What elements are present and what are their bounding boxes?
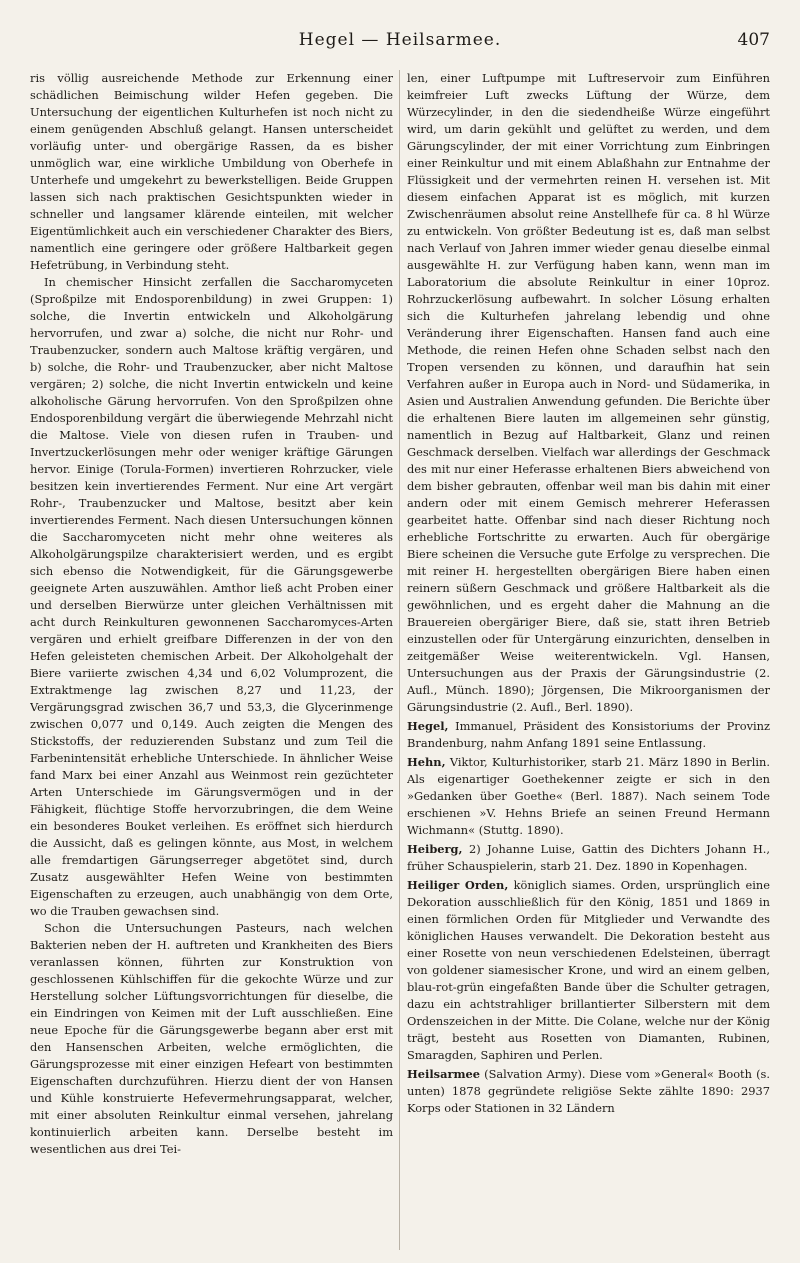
running-header [20, 30, 780, 54]
right-column [407, 70, 770, 1250]
entry-headword: Heiberg, [407, 842, 463, 856]
text-columns [30, 70, 770, 1250]
entry-text: königlich siames. Orden, ursprünglich eine Dekoration ausschließlich für den König, 1851 und 1869 in einen förmlichen Orden für Mitglieder und Verwandte des königlichen Hauses verwandelt. Die Dekoration besteht aus einer Rosette von neun verschiedenen Edelsteinen, überragt von goldener siamesischer Krone, und wird an einem gelben, blau-rot-grün eingefaßten Bande über die Schulter getragen, dazu ein achtstrahliger brillantierter Silberstern mit dem Ordenszeichen in der Mitte. Die Colane, welche nur der König trägt, besteht aus Rosetten von Diamanten, Rubinen, Smaragden, Saphiren und Perlen. [407, 878, 770, 1062]
entry-heiberg [407, 841, 770, 875]
entry-hegel [407, 718, 770, 752]
running-title: Hegel — Heilsarmee. [298, 30, 502, 50]
entry-hehn [407, 754, 770, 839]
entry-headword: Heiliger Orden, [407, 878, 509, 892]
paragraph: ris völlig ausreichende Methode zur Erkennung einer schädlichen Beimischung wilder Hefen gegeben. Die Untersuchung der eigentlichen Kulturhefen ist noch nicht zu einem genügenden Abschluß gelangt. Hansen unterscheidet vorläufig unter- und obergärige Rassen, da es bisher unmöglich war, eine wirkliche Umbildung von Oberhefe in Unterhefe und umgekehrt zu bewerkstelligen. Beide Gruppen lassen sich nach praktischen Gesichtspunkten wieder in schneller und langsamer klärende einteilen, mit welcher Eigentümlichkeit auch ein verschiedener Charakter des Biers, namentlich eine geringere oder größere Haltbarkeit gegen Hefetrübung, in Verbindung steht. [30, 71, 393, 272]
entry-headword: Heilsarmee [407, 1067, 481, 1081]
entry-text: 2) Johanne Luise, Gattin des Dichters Johann H., früher Schauspielerin, starb 21. Dez. 1890 in Kopenhagen. [407, 842, 770, 873]
entry-headword: Hegel, [407, 719, 449, 733]
paragraph: In chemischer Hinsicht zerfallen die Saccharomyceten (Sproßpilze mit Endosporenbildung) in zwei Gruppen: 1) solche, die Invertin entwickeln und Alkoholgärung hervorrufen, und zwar a) solche, die nicht nur Rohr- und Traubenzucker, sondern auch Maltose kräftig vergären, und b) solche, die Rohr- und Traubenzucker, aber nicht Maltose vergären; 2) solche, die nicht Invertin entwickeln und keine alkoholische Gärung hervorrufen. Von den Sproßpilzen ohne Endosporenbildung vergärt die überwiegende Mehrzahl nicht die Maltose. Viele von diesen rufen in Trauben- und Invertzuckerlösungen mehr oder weniger kräftige Gärungen hervor. Einige (Torula-Formen) invertieren Rohrzucker, viele besitzen kein invertierendes Ferment. Nur eine Art vergärt Rohr-, Traubenzucker und Maltose, besitzt aber kein invertierendes Ferment. Nach diesen Untersuchungen können die Saccharomyceten nicht mehr ohne weiteres als Alkoholgärungspilze charakterisiert werden, und es ergibt sich ebenso die Notwendigkeit, für die Gärungsgewerbe geeignete Arten auszuwählen. Amthor ließ acht Proben einer und derselben Bierwürze unter gleichen Verhältnissen mit acht durch Reinkulturen gewonnenen Saccharomyces-Arten vergären und erhielt greifbare Differenzen in der von den Hefen geleisteten chemischen Arbeit. Der Alkoholgehalt der Biere variierte zwischen 4,34 und 6,02 Volumprozent, die Extraktmenge lag zwischen 8,27 und 11,23, der Vergärungsgrad zwischen 36,7 und 53,3, die Glycerinmenge zwischen 0,077 und 0,149. Auch zeigten die Mengen des Stickstoffs, der reduzierenden Substanz und zum Teil die Farbenintensität erhebliche Unterschiede. In ähnlicher Weise fand Marx bei einer Anzahl aus Weinmost rein gezüchteter Arten Unterschiede im Gärungsvermögen und in der Fähigkeit, flüchtige Stoffe hervorzubringen, die dem Weine ein besonderes Bouket verleihen. Es eröffnet sich hierdurch die Aussicht, daß es gelingen könnte, aus Most, in welchem alle fremdartigen Gärungserreger abgetötet sind, durch Zusatz ausgewählter Hefen Weine von bestimmten Eigenschaften zu erzeugen, auch unabhängig von dem Orte, wo die Trauben gewachsen sind. [30, 275, 393, 918]
page-number: 407 [737, 30, 770, 50]
entry-text: (Salvation Army). Diese vom »General« Booth (s. unten) 1878 gegründete religiöse Sekte zählte 1890: 2937 Korps oder Stationen in 32 Ländern [407, 1067, 770, 1115]
entry-text: Viktor, Kulturhistoriker, starb 21. März 1890 in Berlin. Als eigenartiger Goethekenner zeigte er sich in den »Gedanken über Goethe« (Berl. 1887). Nach seinem Tode erschienen »V. Hehns Briefe an seinen Freund Hermann Wichmann« (Stuttg. 1890). [407, 755, 770, 837]
paragraph: Schon die Untersuchungen Pasteurs, nach welchen Bakterien neben der H. auftreten und Krankheiten des Biers veranlassen können, führten zur Konstruktion von geschlossenen Kühlschiffen für die gekochte Würze und zur Herstellung solcher Lüftungsvorrichtungen für dieselbe, die ein Eindringen von Keimen mit der Luft ausschließen. Eine neue Epoche für die Gärungsgewerbe begann aber erst mit den Hansenschen Arbeiten, welche ermöglichten, die Gärungsprozesse mit einer einzigen Hefeart von bestimmten Eigenschaften durchzuführen. Hierzu dient der von Hansen und Kühle konstruierte Hefevermehrungsapparat, welcher, mit einer absoluten Reinkultur einmal versehen, jahrelang kontinuierlich arbeiten kann. Derselbe besteht im wesentlichen aus drei Tei- [30, 921, 393, 1156]
left-column [30, 70, 393, 1250]
paragraph: len, einer Luftpumpe mit Luftreservoir zum Einführen keimfreier Luft zwecks Lüftung der Würze, dem Würzecylinder, in den die siedendheiße Würze eingeführt wird, um darin gekühlt und gelüftet zu werden, und dem Gärungscylinder, der mit einer Vorrichtung zum Einbringen einer Reinkultur und mit einem Ablaßhahn zur Entnahme der Flüssigkeit und der vermehrten reinen H. versehen ist. Mit diesem einfachen Apparat ist es möglich, mit kurzen Zwischenräumen absolut reine Anstellhefe für ca. 8 hl Würze zu entwickeln. Von größter Bedeutung ist es, daß man selbst nach Verlauf von Jahren immer wieder genau dieselbe einmal ausgewählte H. zur Verfügung haben kann, wenn man im Laboratorium die absolute Reinkultur in einer 10proz. Rohrzuckerlösung aufbewahrt. In solcher Lösung erhalten sich die Kulturhefen jahrelang lebendig und ohne Veränderung ihrer Eigenschaften. Hansen fand auch eine Methode, die reinen Hefen ohne Schaden selbst nach den Tropen versenden zu können, und daraufhin hat sein Verfahren außer in Europa auch in Nord- und Südamerika, in Asien und Australien Anwendung gefunden. Die Berichte über die erhaltenen Biere lauten im allgemeinen sehr günstig, namentlich in Bezug auf Haltbarkeit, Glanz und reinen Geschmack derselben. Vielfach war allerdings der Geschmack des mit nur einer Heferasse erhaltenen Biers abweichend von dem bisher gebrauten, offenbar weil man bis dahin mit einer andern oder mit einem Gemisch mehrerer Heferassen gearbeitet hatte. Offenbar sind nach dieser Richtung noch erhebliche Fortschritte zu erwarten. Auch für obergärige Biere scheinen die Versuche gute Erfolge zu versprechen. Die mit reiner H. hergestellten obergärigen Biere haben einen reinern süßern Geschmack und größere Haltbarkeit als die gewöhnlichen, und es ergeht daher die Mahnung an die Brauereien obergäriger Biere, daß sie, statt ihren Betrieb einzustellen oder für Untergärung einzurichten, denselben in zeitgemäßer Weise weiterentwickeln. Vgl. Hansen, Untersuchungen aus der Praxis der Gärungsindustrie (2. Aufl., Münch. 1890); Jörgensen, Die Mikroorganismen der Gärungsindustrie (2. Aufl., Berl. 1890). [407, 71, 770, 714]
entry-heiliger-orden [407, 877, 770, 1064]
entry-text: Immanuel, Präsident des Konsistoriums der Provinz Brandenburg, nahm Anfang 1891 seine Entlassung. [407, 719, 770, 750]
entry-headword: Hehn, [407, 755, 446, 769]
entry-heilsarmee [407, 1066, 770, 1117]
